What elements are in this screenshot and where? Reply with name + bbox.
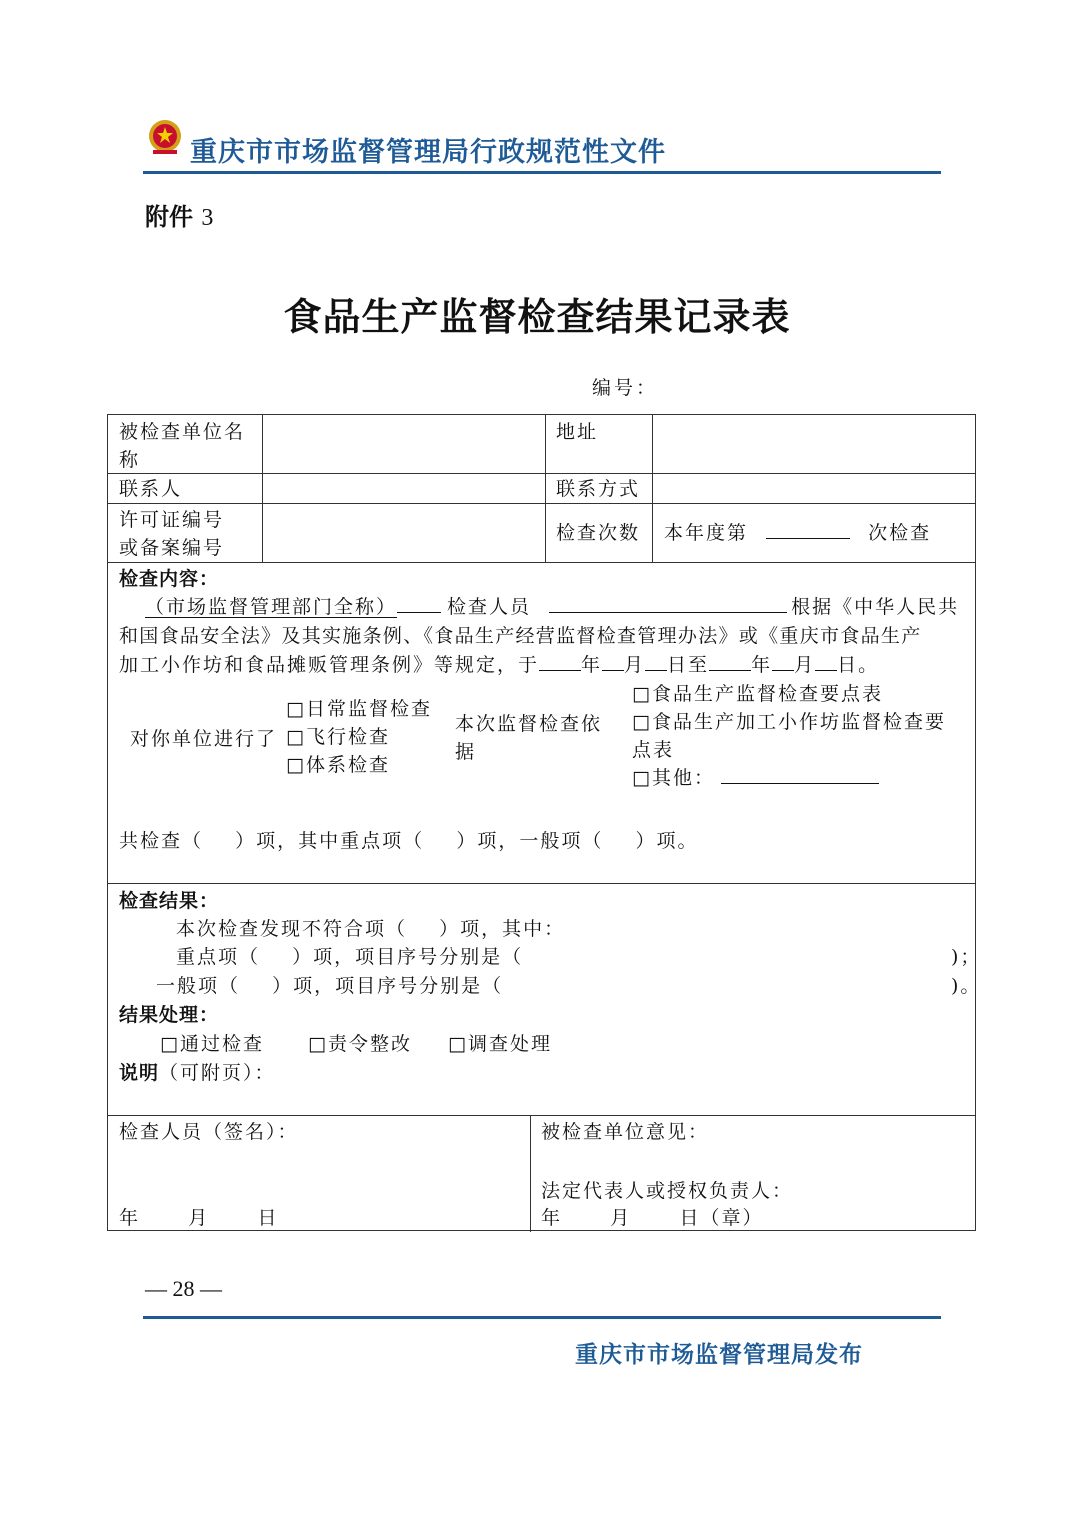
basis-options: □食品生产监督检查要点表 □食品生产加工小作坊监督检查要 点表 □其他： bbox=[632, 680, 946, 792]
general-items-line: 一般项（ ）项，项目序号分别是（ bbox=[156, 975, 504, 997]
content-line-1: （市场监督管理部门全称） 检查人员 根据《中华人民共 bbox=[145, 596, 960, 618]
serial-number-label: 编号： bbox=[592, 377, 659, 399]
handling-rectify-checkbox[interactable]: □责令整改 bbox=[308, 1033, 412, 1055]
to-unit-label: 对你单位进行了 bbox=[130, 728, 278, 750]
type-flight-checkbox[interactable]: □飞行检查 bbox=[286, 726, 390, 748]
inspector-date: 年 月 日 bbox=[119, 1207, 279, 1229]
type-system-checkbox[interactable]: □体系检查 bbox=[286, 754, 390, 776]
inspector-signature-label: 检查人员（签名）： bbox=[119, 1121, 299, 1143]
contact-method-field[interactable] bbox=[656, 475, 971, 501]
note-label: 说明（可附页）： bbox=[119, 1062, 276, 1084]
result-line-1: 本次检查发现不符合项（ ）项，其中： bbox=[176, 918, 566, 940]
result-heading: 检查结果： bbox=[119, 890, 220, 912]
content-line-3: 加工小作坊和食品摊贩管理条例》等规定，于 年 月 日至 年 月 日。 bbox=[119, 654, 880, 676]
basis-key-points-checkbox[interactable]: □食品生产监督检查要点表 bbox=[632, 683, 883, 705]
address-field[interactable] bbox=[656, 418, 971, 470]
key-items-line: 重点项（ ）项，项目序号分别是（ bbox=[176, 946, 524, 968]
footer-rule bbox=[143, 1316, 941, 1319]
license-field[interactable] bbox=[266, 506, 541, 558]
header-rule bbox=[143, 171, 941, 174]
key-items-end: )； bbox=[951, 946, 982, 968]
general-items-end: )。 bbox=[951, 975, 982, 997]
basis-label: 本次监督检查依 据 bbox=[455, 713, 603, 763]
legal-rep-label: 法定代表人或授权负责人： bbox=[541, 1180, 794, 1202]
address-label: 地址 bbox=[556, 421, 599, 443]
license-label: 许可证编号 或备案编号 bbox=[119, 509, 225, 559]
footer-publisher: 重庆市市场监督管理局发布 bbox=[575, 1342, 863, 1368]
inspection-summary: 共检查（ ）项，其中重点项（ ）项，一般项（ ）项。 bbox=[119, 830, 699, 852]
inspection-form bbox=[107, 414, 982, 1231]
inspection-count-label: 检查次数 bbox=[556, 522, 641, 544]
header-title: 重庆市市场监督管理局行政规范性文件 bbox=[190, 137, 666, 168]
document-title: 食品生产监督检查结果记录表 bbox=[283, 295, 791, 339]
unit-opinion-label: 被检查单位意见： bbox=[541, 1121, 710, 1143]
inspection-type-options bbox=[286, 695, 432, 779]
inspection-count-blank[interactable] bbox=[766, 520, 850, 539]
basis-other-checkbox[interactable]: □其他： bbox=[632, 764, 946, 792]
inspector-blank[interactable] bbox=[549, 594, 787, 613]
national-emblem-icon bbox=[145, 118, 185, 158]
unit-name-field[interactable] bbox=[266, 418, 541, 470]
inspection-count-value: 本年度第 次检查 bbox=[664, 522, 932, 544]
contact-method-label: 联系方式 bbox=[556, 478, 641, 500]
content-heading: 检查内容： bbox=[119, 568, 220, 590]
handling-heading: 结果处理： bbox=[119, 1004, 220, 1026]
unit-name-label: 被检查单位名 称 bbox=[119, 421, 246, 471]
type-daily-checkbox[interactable]: □日常监督检查 bbox=[286, 698, 432, 720]
attachment-label: 附件 3 bbox=[145, 203, 214, 231]
handling-pass-checkbox[interactable]: □通过检查 bbox=[160, 1033, 264, 1055]
basis-workshop-checkbox[interactable]: □食品生产加工小作坊监督检查要 bbox=[632, 711, 946, 733]
handling-investigate-checkbox[interactable]: □调查处理 bbox=[448, 1033, 552, 1055]
page-number: — 28 — bbox=[145, 1276, 222, 1301]
content-line-2: 和国食品安全法》及其实施条例、《食品生产经营监督检查管理办法》或《重庆市食品生产 bbox=[119, 625, 922, 647]
contact-label: 联系人 bbox=[119, 478, 183, 500]
contact-field[interactable] bbox=[266, 475, 541, 501]
unit-date: 年 月 日（章） bbox=[541, 1207, 764, 1229]
